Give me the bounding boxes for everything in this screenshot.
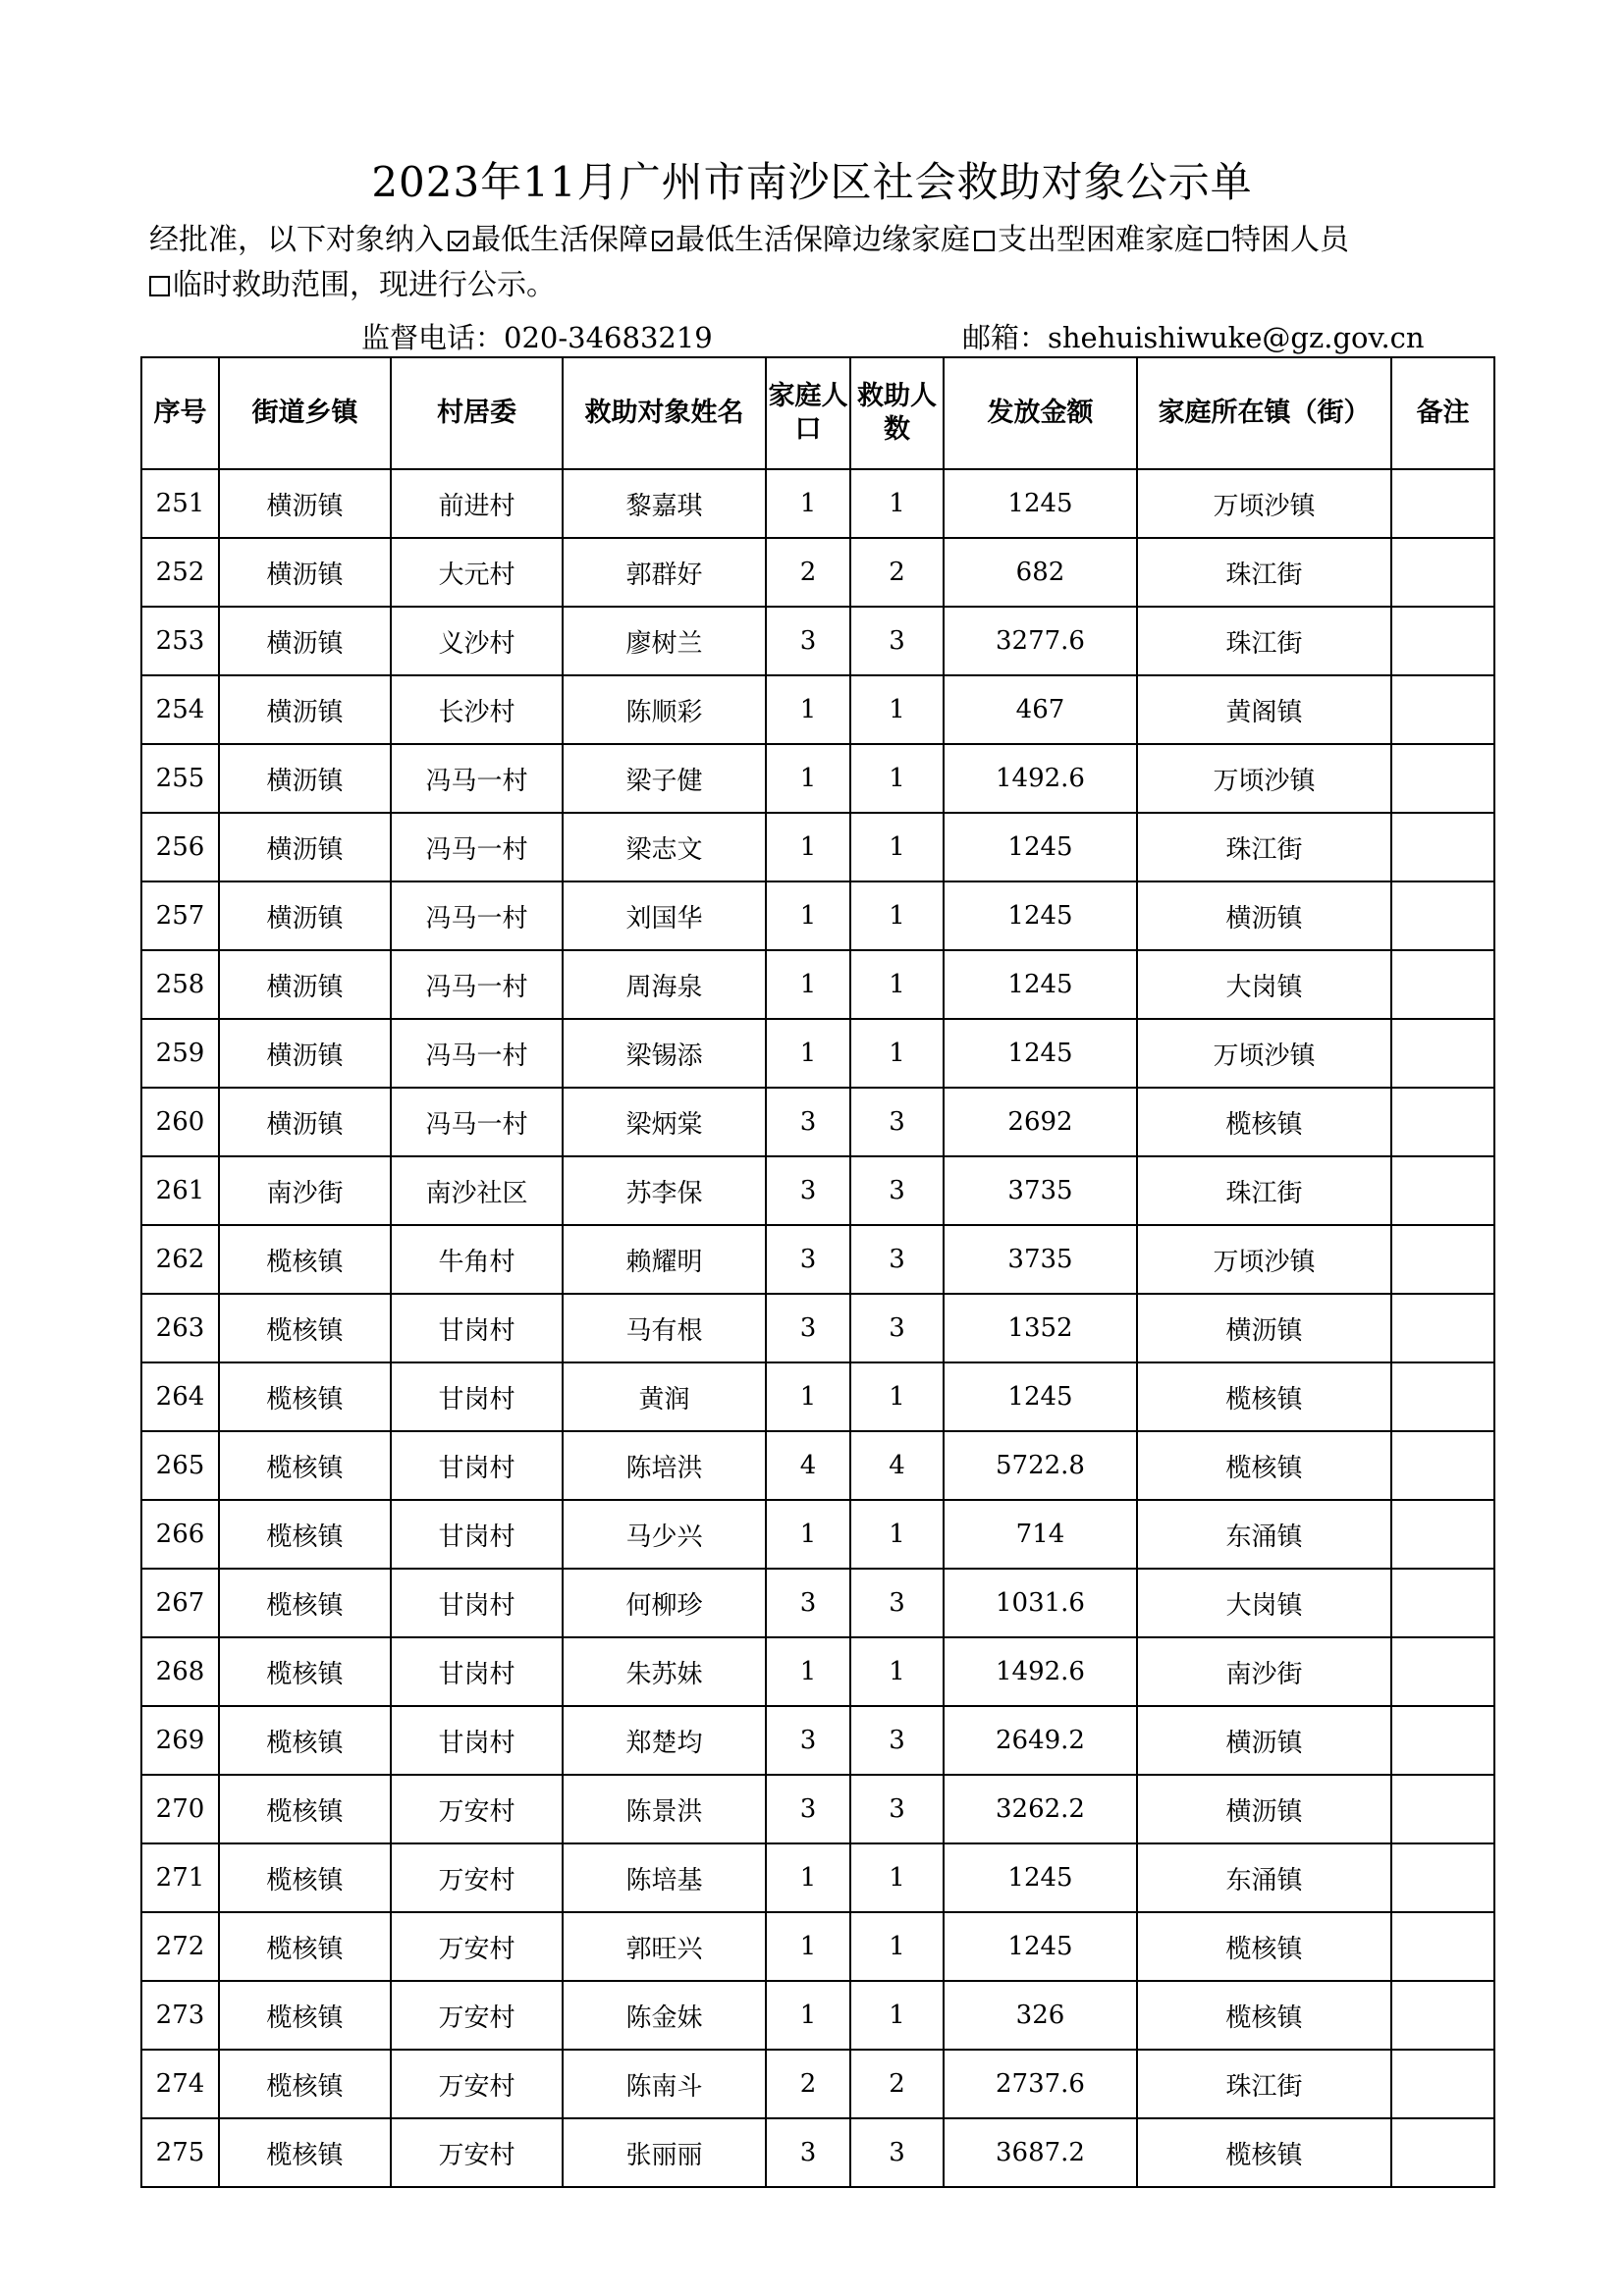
table-cell: 万安村 (391, 1843, 563, 1912)
header-cell: 救助对象姓名 (563, 357, 766, 469)
table-cell: 1492.6 (944, 1637, 1137, 1706)
table-cell: 1031.6 (944, 1569, 1137, 1637)
table-cell: 甘岗村 (391, 1706, 563, 1775)
table-cell: 珠江街 (1137, 813, 1391, 881)
table-cell: 257 (141, 881, 219, 950)
table-cell: 266 (141, 1500, 219, 1569)
table-cell (1391, 1843, 1494, 1912)
table-cell: 1 (850, 744, 944, 813)
table-cell: 横沥镇 (219, 538, 391, 607)
table-cell: 甘岗村 (391, 1637, 563, 1706)
table-cell: 榄核镇 (219, 1981, 391, 2050)
table-cell: 梁锡添 (563, 1019, 766, 1088)
table-cell: 3 (850, 1225, 944, 1294)
table-cell: 冯马一村 (391, 813, 563, 881)
table-cell: 万安村 (391, 1981, 563, 2050)
table-cell: 横沥镇 (219, 607, 391, 675)
header-cell: 家庭所在镇（街） (1137, 357, 1391, 469)
table-cell: 1 (766, 1981, 850, 2050)
table-cell: 254 (141, 675, 219, 744)
table-cell: 274 (141, 2050, 219, 2118)
table-cell: 3262.2 (944, 1775, 1137, 1843)
table-cell: 榄核镇 (1137, 2118, 1391, 2187)
table-cell: 259 (141, 1019, 219, 1088)
table-cell: 3 (850, 1706, 944, 1775)
table-cell (1391, 1637, 1494, 1706)
table-cell: 3 (850, 1088, 944, 1156)
table-row (141, 1225, 1494, 1294)
checkbox-icon (448, 231, 468, 251)
table-cell: 张丽丽 (563, 2118, 766, 2187)
table-cell: 牛角村 (391, 1225, 563, 1294)
table-cell: 陈培洪 (563, 1431, 766, 1500)
table-cell (1391, 1225, 1494, 1294)
table-cell: 251 (141, 469, 219, 538)
table-cell: 冯马一村 (391, 881, 563, 950)
table-cell: 榄核镇 (219, 1912, 391, 1981)
table-cell: 1245 (944, 950, 1137, 1019)
table-cell: 263 (141, 1294, 219, 1362)
table-cell (1391, 950, 1494, 1019)
table-cell: 甘岗村 (391, 1569, 563, 1637)
table-row (141, 1775, 1494, 1843)
table-cell: 3 (766, 1775, 850, 1843)
table-cell: 榄核镇 (219, 1362, 391, 1431)
table-cell: 256 (141, 813, 219, 881)
table-cell: 梁志文 (563, 813, 766, 881)
table-cell: 1245 (944, 1362, 1137, 1431)
table-cell: 冯马一村 (391, 744, 563, 813)
table-cell: 1 (850, 1637, 944, 1706)
table-cell: 万安村 (391, 2050, 563, 2118)
table-cell: 甘岗村 (391, 1362, 563, 1431)
table-row (141, 538, 1494, 607)
table-row (141, 1294, 1494, 1362)
header-cell: 村居委 (391, 357, 563, 469)
table-cell (1391, 1569, 1494, 1637)
table-cell: 万顷沙镇 (1137, 469, 1391, 538)
table-cell (1391, 1156, 1494, 1225)
table-cell: 1245 (944, 881, 1137, 950)
table-cell: 1 (850, 469, 944, 538)
table-cell: 260 (141, 1088, 219, 1156)
table-cell: 榄核镇 (1137, 1362, 1391, 1431)
table-cell (1391, 469, 1494, 538)
table-cell: 榄核镇 (219, 1843, 391, 1912)
table-cell: 3 (766, 1569, 850, 1637)
table-cell: 3 (766, 1294, 850, 1362)
table-cell: 梁子健 (563, 744, 766, 813)
table-cell: 3277.6 (944, 607, 1137, 675)
checkbox-icon (149, 276, 170, 296)
table-cell: 万安村 (391, 2118, 563, 2187)
table-cell: 郑楚均 (563, 1706, 766, 1775)
table-cell (1391, 1431, 1494, 1500)
table-cell: 4 (766, 1431, 850, 1500)
table-cell: 珠江街 (1137, 1156, 1391, 1225)
table-cell: 榄核镇 (1137, 1912, 1391, 1981)
table-cell: 珠江街 (1137, 538, 1391, 607)
table-cell: 陈顺彩 (563, 675, 766, 744)
checkbox-icon (974, 231, 995, 251)
table-cell: 1245 (944, 1843, 1137, 1912)
table-row (141, 1156, 1494, 1225)
table-cell: 1352 (944, 1294, 1137, 1362)
table-cell: 255 (141, 744, 219, 813)
table-cell: 1 (766, 950, 850, 1019)
table-cell: 马少兴 (563, 1500, 766, 1569)
table-cell: 梁炳棠 (563, 1088, 766, 1156)
table-cell: 3735 (944, 1225, 1137, 1294)
table-cell: 1 (766, 1019, 850, 1088)
table-cell: 1 (766, 675, 850, 744)
table-cell: 马有根 (563, 1294, 766, 1362)
table-cell: 榄核镇 (1137, 1088, 1391, 1156)
table-cell: 2737.6 (944, 2050, 1137, 2118)
supervision-phone: 监督电话：020-34683219 (361, 321, 713, 354)
table-cell: 南沙街 (219, 1156, 391, 1225)
table-cell (1391, 1706, 1494, 1775)
table-cell: 1 (850, 1019, 944, 1088)
table-cell: 1 (766, 744, 850, 813)
table-cell: 赖耀明 (563, 1225, 766, 1294)
table-cell: 大元村 (391, 538, 563, 607)
table-cell: 265 (141, 1431, 219, 1500)
table-cell: 榄核镇 (219, 1500, 391, 1569)
table-cell: 珠江街 (1137, 607, 1391, 675)
table-cell: 1 (850, 1912, 944, 1981)
table-cell: 横沥镇 (219, 950, 391, 1019)
table-cell: 5722.8 (944, 1431, 1137, 1500)
table-cell (1391, 1019, 1494, 1088)
table-cell: 周海泉 (563, 950, 766, 1019)
table-cell: 1 (766, 1912, 850, 1981)
table-row (141, 1981, 1494, 2050)
table-cell: 1 (766, 1362, 850, 1431)
table-cell: 大岗镇 (1137, 950, 1391, 1019)
table-cell: 1 (850, 881, 944, 950)
table-cell: 万顷沙镇 (1137, 1225, 1391, 1294)
table-cell: 横沥镇 (1137, 1775, 1391, 1843)
table-cell: 榄核镇 (219, 2118, 391, 2187)
table-cell: 义沙村 (391, 607, 563, 675)
table-cell: 1 (850, 675, 944, 744)
table-cell (1391, 744, 1494, 813)
table-cell: 南沙街 (1137, 1637, 1391, 1706)
table-cell: 榄核镇 (219, 1225, 391, 1294)
table-cell: 榄核镇 (219, 1431, 391, 1500)
table-cell: 陈景洪 (563, 1775, 766, 1843)
table-row (141, 469, 1494, 538)
table-cell: 3 (850, 607, 944, 675)
option-label: 支出型困难家庭 (998, 223, 1204, 257)
table-row (141, 675, 1494, 744)
table-cell: 1245 (944, 469, 1137, 538)
table-header-row (141, 357, 1494, 469)
aid-recipients-table (140, 356, 1495, 2188)
table-cell: 1 (766, 1637, 850, 1706)
table-cell: 黎嘉琪 (563, 469, 766, 538)
option-label: 最低生活保障边缘家庭 (676, 223, 970, 257)
table-cell: 横沥镇 (219, 1019, 391, 1088)
table-cell: 1 (766, 469, 850, 538)
contact-email: 邮箱：shehuishiwuke@gz.gov.cn (962, 321, 1425, 354)
table-cell: 264 (141, 1362, 219, 1431)
table-cell: 1 (766, 881, 850, 950)
table-cell (1391, 1775, 1494, 1843)
table-row (141, 1637, 1494, 1706)
table-row (141, 1500, 1494, 1569)
table-cell: 横沥镇 (219, 813, 391, 881)
table-cell: 3735 (944, 1156, 1137, 1225)
table-cell: 1 (850, 813, 944, 881)
table-cell: 冯马一村 (391, 950, 563, 1019)
table-cell: 3 (850, 1775, 944, 1843)
table-cell: 253 (141, 607, 219, 675)
table-cell (1391, 675, 1494, 744)
table-cell: 682 (944, 538, 1137, 607)
table-cell: 榄核镇 (219, 1775, 391, 1843)
table-cell: 3 (766, 1156, 850, 1225)
table-cell: 横沥镇 (1137, 1706, 1391, 1775)
table-cell (1391, 1088, 1494, 1156)
table-cell: 万顷沙镇 (1137, 1019, 1391, 1088)
table-cell: 2692 (944, 1088, 1137, 1156)
table-cell: 东涌镇 (1137, 1500, 1391, 1569)
table-cell: 黄润 (563, 1362, 766, 1431)
table-cell: 东涌镇 (1137, 1843, 1391, 1912)
table-cell: 横沥镇 (219, 881, 391, 950)
table-row (141, 2050, 1494, 2118)
notice-prefix: 经批准，以下对象纳入 (149, 223, 444, 257)
table-cell: 1 (766, 1500, 850, 1569)
table-cell (1391, 813, 1494, 881)
table-cell: 南沙社区 (391, 1156, 563, 1225)
table-cell (1391, 2118, 1494, 2187)
table-cell: 甘岗村 (391, 1294, 563, 1362)
table-cell: 榄核镇 (219, 1569, 391, 1637)
table-cell: 262 (141, 1225, 219, 1294)
table-cell: 榄核镇 (1137, 1431, 1391, 1500)
header-cell: 街道乡镇 (219, 357, 391, 469)
table-cell (1391, 1981, 1494, 2050)
table-cell: 朱苏妹 (563, 1637, 766, 1706)
checkbox-icon (652, 231, 673, 251)
table-cell: 1 (850, 950, 944, 1019)
table-cell: 1 (766, 813, 850, 881)
table-cell: 前进村 (391, 469, 563, 538)
table-row (141, 1362, 1494, 1431)
table-cell: 1 (850, 1981, 944, 2050)
approval-notice (149, 218, 1494, 308)
table-cell: 横沥镇 (219, 675, 391, 744)
table-cell: 3 (766, 1706, 850, 1775)
table-row (141, 950, 1494, 1019)
table-cell: 何柳珍 (563, 1569, 766, 1637)
table-body (141, 469, 1494, 2187)
table-row (141, 1088, 1494, 1156)
header-cell: 发放金额 (944, 357, 1137, 469)
table-cell: 榄核镇 (219, 1294, 391, 1362)
table-cell: 1 (850, 1843, 944, 1912)
table-cell: 刘国华 (563, 881, 766, 950)
table-cell: 大岗镇 (1137, 1569, 1391, 1637)
table-row (141, 2118, 1494, 2187)
option-label: 最低生活保障 (471, 223, 648, 257)
table-row (141, 1706, 1494, 1775)
table-row (141, 881, 1494, 950)
table-cell (1391, 1294, 1494, 1362)
table-cell: 甘岗村 (391, 1500, 563, 1569)
table-cell: 3 (766, 2118, 850, 2187)
table-row (141, 813, 1494, 881)
table-cell (1391, 607, 1494, 675)
table-cell: 榄核镇 (219, 2050, 391, 2118)
table-cell: 258 (141, 950, 219, 1019)
table-cell: 横沥镇 (219, 744, 391, 813)
table-cell: 珠江街 (1137, 2050, 1391, 2118)
table-cell: 冯马一村 (391, 1088, 563, 1156)
table-cell: 万安村 (391, 1912, 563, 1981)
table-cell: 714 (944, 1500, 1137, 1569)
option-label: 特困人员 (1231, 223, 1349, 257)
table-cell: 陈南斗 (563, 2050, 766, 2118)
table-cell: 272 (141, 1912, 219, 1981)
table-cell: 2 (766, 538, 850, 607)
table-cell (1391, 1362, 1494, 1431)
header-cell: 序号 (141, 357, 219, 469)
table-cell: 3 (766, 607, 850, 675)
table-cell: 3 (850, 1569, 944, 1637)
table-cell: 1 (850, 1500, 944, 1569)
table-cell: 271 (141, 1843, 219, 1912)
header-cell: 家庭人口 (766, 357, 850, 469)
table-cell: 270 (141, 1775, 219, 1843)
table-cell: 2649.2 (944, 1706, 1137, 1775)
table-cell: 1 (766, 1843, 850, 1912)
table-cell: 长沙村 (391, 675, 563, 744)
table-cell: 3 (850, 1294, 944, 1362)
table-cell: 郭旺兴 (563, 1912, 766, 1981)
table-cell: 2 (850, 2050, 944, 2118)
table-cell: 1 (850, 1362, 944, 1431)
table-cell (1391, 881, 1494, 950)
table-cell (1391, 538, 1494, 607)
table-cell: 陈培基 (563, 1843, 766, 1912)
table-cell: 榄核镇 (219, 1637, 391, 1706)
table-cell: 万顷沙镇 (1137, 744, 1391, 813)
table-cell: 3687.2 (944, 2118, 1137, 2187)
table-cell: 横沥镇 (219, 1088, 391, 1156)
table-row (141, 744, 1494, 813)
table-cell: 3 (850, 1156, 944, 1225)
table-cell: 326 (944, 1981, 1137, 2050)
option-label: 临时救助范围，现进行公示。 (173, 268, 556, 302)
table-cell: 1492.6 (944, 744, 1137, 813)
table-cell: 甘岗村 (391, 1431, 563, 1500)
table-cell (1391, 1500, 1494, 1569)
table-cell: 275 (141, 2118, 219, 2187)
table-row (141, 1431, 1494, 1500)
table-cell (1391, 1912, 1494, 1981)
table-cell: 4 (850, 1431, 944, 1500)
table-cell: 冯马一村 (391, 1019, 563, 1088)
table-cell: 261 (141, 1156, 219, 1225)
table-cell: 467 (944, 675, 1137, 744)
table-row (141, 607, 1494, 675)
table-cell: 万安村 (391, 1775, 563, 1843)
table-row (141, 1843, 1494, 1912)
table-cell: 榄核镇 (1137, 1981, 1391, 2050)
table-cell: 273 (141, 1981, 219, 2050)
table-cell: 苏李保 (563, 1156, 766, 1225)
table-cell (1391, 2050, 1494, 2118)
table-cell: 269 (141, 1706, 219, 1775)
table-row (141, 1569, 1494, 1637)
header-cell: 救助人数 (850, 357, 944, 469)
table-cell: 陈金妹 (563, 1981, 766, 2050)
table-cell: 1245 (944, 1912, 1137, 1981)
table-cell: 榄核镇 (219, 1706, 391, 1775)
table-cell: 1245 (944, 1019, 1137, 1088)
table-cell: 3 (766, 1088, 850, 1156)
table-row (141, 1019, 1494, 1088)
table-cell: 3 (766, 1225, 850, 1294)
table-cell: 横沥镇 (1137, 1294, 1391, 1362)
table-cell: 2 (850, 538, 944, 607)
table-cell: 267 (141, 1569, 219, 1637)
table-cell: 3 (850, 2118, 944, 2187)
table-cell: 252 (141, 538, 219, 607)
table-row (141, 1912, 1494, 1981)
table-cell: 268 (141, 1637, 219, 1706)
table-cell: 2 (766, 2050, 850, 2118)
table-cell: 郭群好 (563, 538, 766, 607)
page-title: 2023年11月广州市南沙区社会救助对象公示单 (371, 158, 1253, 206)
checkbox-icon (1208, 231, 1228, 251)
header-cell: 备注 (1391, 357, 1494, 469)
table-cell: 1245 (944, 813, 1137, 881)
table-cell: 横沥镇 (219, 469, 391, 538)
table-cell: 横沥镇 (1137, 881, 1391, 950)
table-cell: 廖树兰 (563, 607, 766, 675)
table-cell: 黄阁镇 (1137, 675, 1391, 744)
